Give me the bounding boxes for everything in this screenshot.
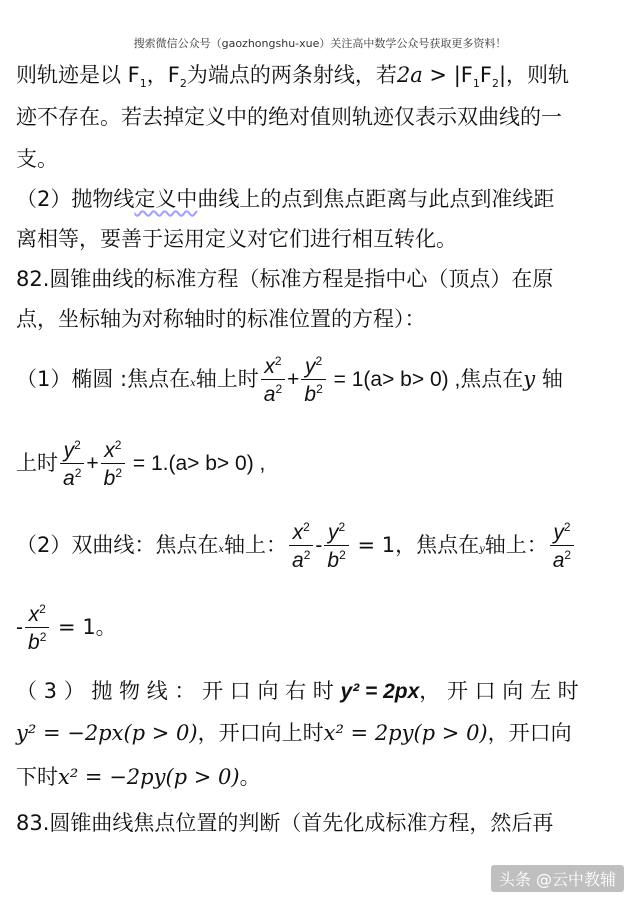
text-segment: 轴上： [224, 533, 288, 557]
text-line-11 [16, 596, 117, 659]
text-segment: F [479, 63, 492, 87]
text-line-2: 迹不存在。若去掉定义中的绝对值则轨迹仅表示双曲线的一 [16, 105, 562, 129]
watermark: 头条 @云中教辅 [491, 865, 624, 892]
text-line-12 [16, 678, 579, 705]
fraction-y2-a2: $\frac{y^2}{a^2}$ [550, 521, 574, 571]
text-segment: ，F [146, 63, 180, 87]
text-segment: ，开口向上时 [197, 721, 324, 745]
text-segment: ， 开 口 向 左 时 [419, 679, 579, 703]
text-segment: （ 3 ） 抛 物 线 ： 开 口 向 右 时 [16, 679, 341, 703]
equation-tail: = 1。 [51, 615, 117, 639]
fraction-y2-a2: $\frac{y^2}{a^2}$ [60, 439, 84, 489]
text-line-6: 82.圆锥曲线的标准方程（标准方程是指中心（顶点）在原 [16, 267, 554, 291]
math-parabola-up: x² = 2py(p > 0) [323, 721, 488, 745]
fraction-x2-a2: $\frac{x^2}{a^2}$ [289, 521, 313, 571]
equation-tail: = 1.(a> b> 0) , [127, 452, 266, 475]
plus-sign: + [86, 452, 99, 475]
subscript: 2 [491, 77, 499, 91]
fraction-y2-b2: $\frac{y^2}{b^2}$ [301, 355, 325, 405]
equation-tail: = 1(a> b> 0) ,焦点在 [327, 368, 524, 391]
text-segment: |，则轨 [498, 63, 570, 87]
text-segment: 曲线上的点到焦点距离与此点到准线距 [197, 187, 555, 211]
spellcheck-underlined-text: 定义中 [134, 187, 198, 211]
text-line-8 [16, 348, 563, 415]
math-parabola-left: y² = −2px(p > 0) [16, 721, 198, 745]
text-segment: 轴上时 [195, 367, 259, 391]
math-y: y [523, 367, 536, 391]
fraction-x2-b2: $\frac{x^2}{b^2}$ [25, 603, 49, 653]
plus-sign: + [287, 368, 300, 391]
text-line-13 [16, 720, 572, 746]
text-segment: （2）双曲线：焦点在 [16, 533, 219, 557]
text-segment: （1）椭圆 :焦点在 [16, 367, 191, 391]
text-segment: 轴上： [484, 533, 548, 557]
text-segment: 则轨迹是以 F [16, 63, 140, 87]
math-parabola-right: y² = 2px [340, 680, 420, 703]
page-header: 搜索微信公众号（gaozhongshu-xue）关注高中数学公众号获取更多资料！ [133, 37, 507, 50]
math-parabola-down: x² = −2py(p > 0) [58, 765, 240, 789]
text-line-5: 离相等，要善于运用定义对它们进行相互转化。 [16, 227, 457, 251]
text-line-7: 点，坐标轴为对称轴时的标准位置的方程）： [16, 307, 426, 331]
math-x: x [218, 544, 225, 555]
fraction-y2-b2: $\frac{y^2}{b^2}$ [324, 521, 348, 571]
math-y: y [479, 544, 485, 555]
text-segment: （2）抛物线 [16, 187, 135, 211]
fraction-x2-b2: $\frac{x^2}{b^2}$ [101, 439, 125, 489]
text-line-1 [16, 62, 569, 97]
text-line-14 [16, 764, 261, 790]
math-2a: 2a [396, 63, 423, 87]
text-line-9 [16, 432, 265, 495]
equation-tail: = 1，焦点在 [350, 533, 480, 557]
text-line-4 [16, 186, 554, 212]
fraction-x2-a2: $\frac{x^2}{a^2}$ [261, 355, 285, 405]
subscript: 1 [472, 77, 480, 91]
text-segment: 。 [239, 765, 261, 789]
math-x: x [190, 378, 196, 389]
text-segment: 轴 [535, 367, 563, 391]
text-segment: > |F [422, 63, 473, 87]
text-segment: ，开口向 [487, 721, 572, 745]
text-segment: 下时 [16, 765, 58, 789]
text-line-3: 支。 [16, 147, 58, 171]
minus-sign: - [16, 616, 23, 639]
subscript: 1 [139, 77, 147, 91]
text-line-10 [16, 514, 576, 581]
minus-sign: - [315, 534, 323, 557]
text-segment: 为端点的两条射线，若 [186, 63, 397, 87]
subscript: 2 [179, 77, 187, 91]
text-segment: 上时 [16, 451, 58, 475]
text-line-15: 83.圆锥曲线焦点位置的判断（首先化成标准方程，然后再 [16, 811, 554, 835]
